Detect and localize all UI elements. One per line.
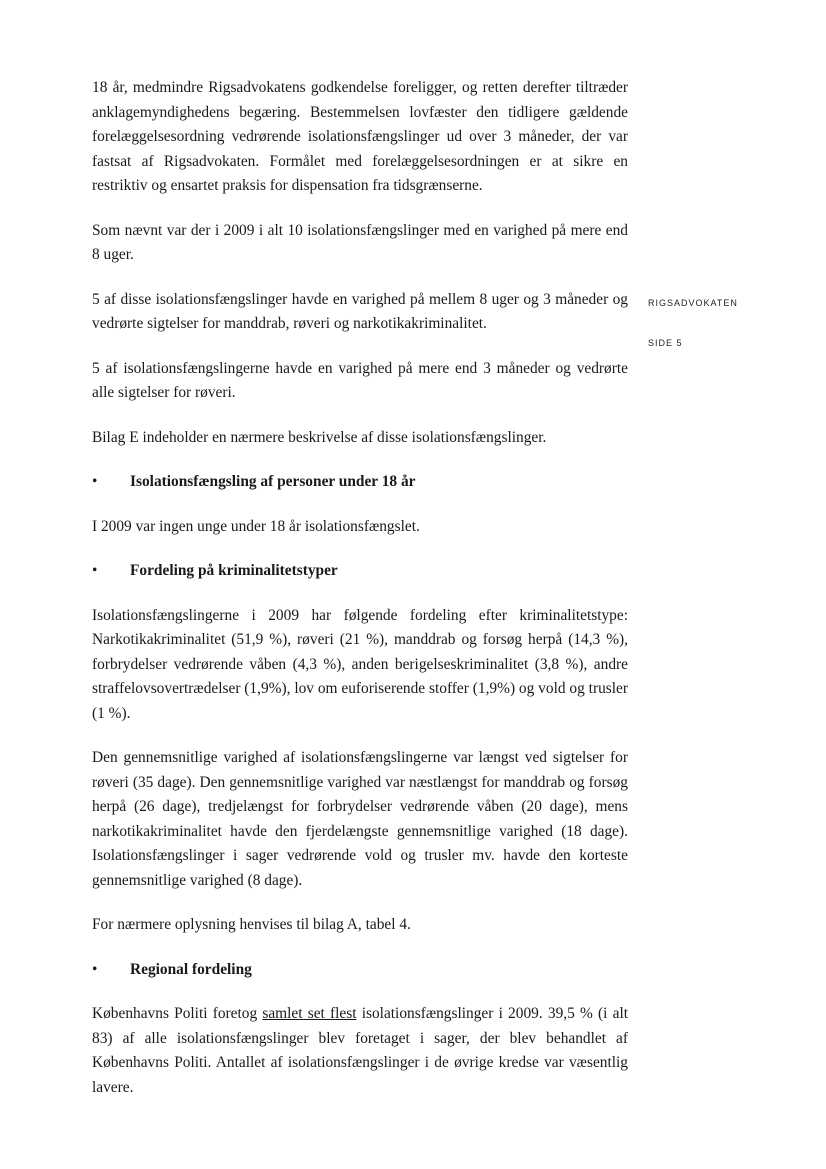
paragraph-text-start: Københavns Politi foretog: [92, 1005, 263, 1022]
paragraph-reference-appendix-a: For nærmere oplysning henvises til bilag A, tabel 4.: [92, 916, 411, 933]
sidebar-organization: RIGSADVOKATEN: [648, 298, 738, 308]
section-heading-text: Fordeling på kriminalitetstyper: [130, 562, 338, 579]
section-heading-text: Isolationsfængsling af personer under 18 år: [130, 473, 416, 490]
paragraph-8-weeks-to-3-months: 5 af disse isolationsfængslinger havde en varighed på mellem 8 uger og 3 måneder og vedrørte sigtelser for manddrab, røveri og narkotikakriminalitet.: [92, 290, 628, 332]
paragraph-approval-requirement: 18 år, medmindre Rigsadvokatens godkendelse foreligger, og retten derefter tiltræder anklagemyndighedens begæring. Bestemmelsen lovfæster den tidligere gældende forelæggelsesordning vedrørende isolationsfængslinger ud over 3 måneder, der var fastsat af Rigsadvokaten. Formålet med forelæggelsesordningen er at sikre en restriktiv og ensartet praksis for dispensation fra tidsgrænserne.: [92, 79, 628, 194]
document-body: [92, 76, 628, 1100]
paragraph-average-duration: Den gennemsnitlige varighed af isolationsfængslingerne var længst ved sigtelser for røveri (35 dage). Den gennemsnitlige varighed var næstlængst for manddrab og forsøg herpå (26 dage), tredjelængst for forbrydelser vedrørende våben (20 dage), mens narkotikakriminalitet havde den fjerdelængste gennemsnitlige varighed (18 dage). Isolationsfængslinger i sager vedrørende vold og trusler mv. havde den korteste gennemsnitlige varighed (8 dage).: [92, 749, 628, 889]
paragraph-text-end: isolationsfængslinger i 2009. 39,5 % (i alt 83) af alle isolationsfængslinger blev foretaget i sager, der blev behandlet af Københavns Politi. Antallet af isolationsfængslinger i de øvrige kredse var væsentlig lavere.: [92, 1005, 629, 1096]
paragraph-no-minors: I 2009 var ingen unge under 18 år isolationsfængslet.: [92, 517, 420, 535]
paragraph-appendix-e: Bilag E indeholder en nærmere beskrivelse af disse isolationsfængslinger.: [92, 428, 547, 446]
paragraph-over-3-months: 5 af isolationsfængslingerne havde en varighed på mere end 3 måneder og vedrørte alle sigtelser for røveri.: [92, 359, 628, 401]
bullet-icon: •: [92, 562, 98, 579]
section-heading-under-18: [92, 470, 628, 495]
section-heading-crime-types: [92, 559, 628, 584]
underlined-phrase: samlet set flest: [262, 1005, 357, 1022]
bullet-icon: •: [92, 473, 98, 490]
paragraph-crime-distribution: Isolationsfængslingerne i 2009 har følgende fordeling efter kriminalitetstype: Narkotikakriminalitet (51,9 %), røveri (21 %), manddrab og forsøg herpå (14,3 %), forbrydelser vedrørende våben (4,3 %), anden berigelseskriminalitet (3,8 %), andre straffelovsovertrædelser (1,9%), lov om euforiserende stoffer (1,9%) og vold og trusler (1 %).: [92, 606, 628, 722]
section-heading-text: Regional fordeling: [130, 960, 252, 978]
section-heading-regional: [92, 958, 628, 983]
bullet-icon: •: [92, 960, 98, 978]
paragraph-copenhagen-police: [92, 1002, 628, 1100]
paragraph-over-8-weeks: Som nævnt var der i 2009 i alt 10 isolationsfængslinger med en varighed på mere end 8 uger.: [92, 221, 628, 263]
page-number: SIDE 5: [648, 338, 683, 348]
